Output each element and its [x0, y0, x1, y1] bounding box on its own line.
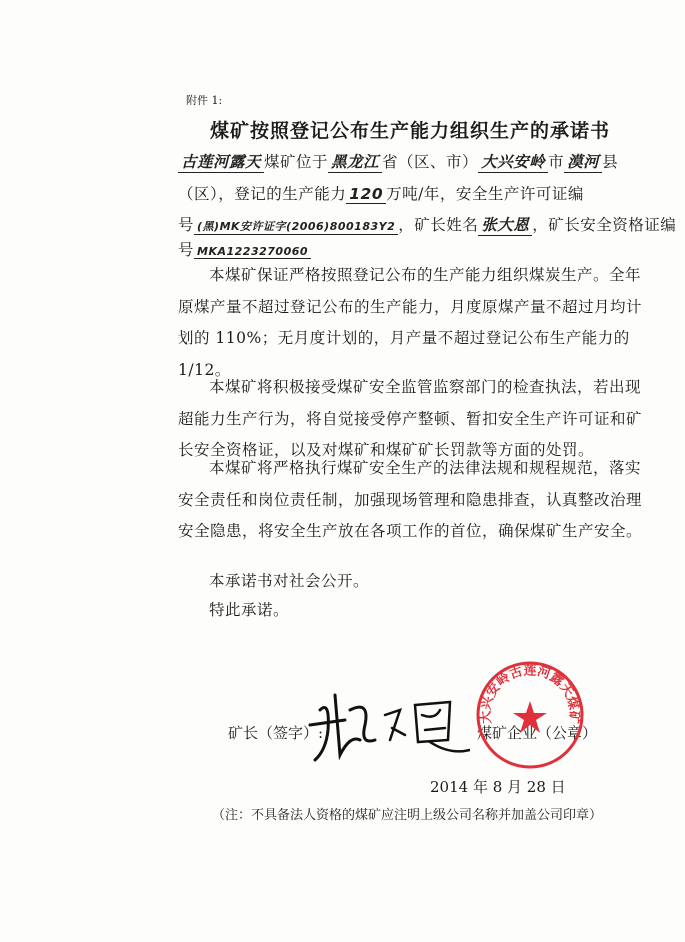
handwritten-signature: [300, 680, 470, 770]
company-seal-label: 煤矿企业（公章）: [477, 724, 598, 742]
paragraph-public: 本承诺书对社会公开。: [209, 572, 370, 590]
attachment-label: 附件 1:: [186, 94, 223, 107]
license-number-field: (黑)MK安许证字(2006)800183Y2: [194, 218, 398, 235]
paragraph-inspection: 本煤矿将积极接受煤矿安全监管监察部门的检查执法，若出现超能力生产行为，将自觉接受停产整顿、暂扣安全生产许可证和矿长安全资格证，以及对煤矿和煤矿矿长罚款等方面的处罚。: [178, 378, 643, 459]
footnote: （注：不具备法人资格的煤矿应注明上级公司名称并加盖公司印章）: [212, 808, 603, 823]
intro-line-1: 古莲河露天 煤矿位于 黑龙江 省（区、市） 大兴安岭 市 漠河 县: [178, 150, 618, 173]
county-field: 漠河: [564, 150, 602, 173]
paragraph-safety: 本煤矿将严格执行煤矿安全生产的法律法规和规程规范，落实安全责任和岗位责任制，加强现场管理和隐患排查，认真整改治理安全隐患，将安全生产放在各项工作的首位，确保煤矿生产安全。: [178, 459, 643, 540]
mine-name-field: 古莲河露天: [178, 150, 264, 173]
capacity-field: 120: [346, 185, 386, 204]
signature-label: 矿长（签字）:: [228, 724, 324, 742]
paragraph-capacity: 本煤矿保证严格按照登记公布的生产能力组织煤炭生产。全年原煤产量不超过登记公布的生产能力，月度原煤产量不超过月均计划的 110%；无月度计划的，月产量不超过登记公布生产能力的 1/12。: [178, 266, 643, 379]
document-title: 煤矿按照登记公布生产能力组织生产的承诺书: [210, 120, 611, 142]
city-field: 大兴安岭: [478, 150, 548, 173]
certificate-number-field: MKA1223270060: [194, 245, 311, 259]
intro-line-2: （区），登记的生产能力 120 万吨/年，安全生产许可证编: [178, 185, 584, 203]
company-seal-stamp: [470, 655, 590, 775]
manager-name-field: 张大恩: [478, 213, 532, 236]
paragraph-closing: 特此承诺。: [209, 601, 290, 619]
seal-text: 大兴安岭古莲河露天煤矿: [478, 663, 582, 725]
signing-date: 2014 年 8 月 28 日: [430, 778, 566, 796]
province-field: 黑龙江: [328, 150, 382, 173]
intro-line-4: 号 MKA1223270060: [178, 238, 311, 260]
intro-line-3: 号 (黑)MK安许证字(2006)800183Y2 ，矿长姓名 张大恩 ，矿长安全资格证编: [178, 213, 676, 236]
